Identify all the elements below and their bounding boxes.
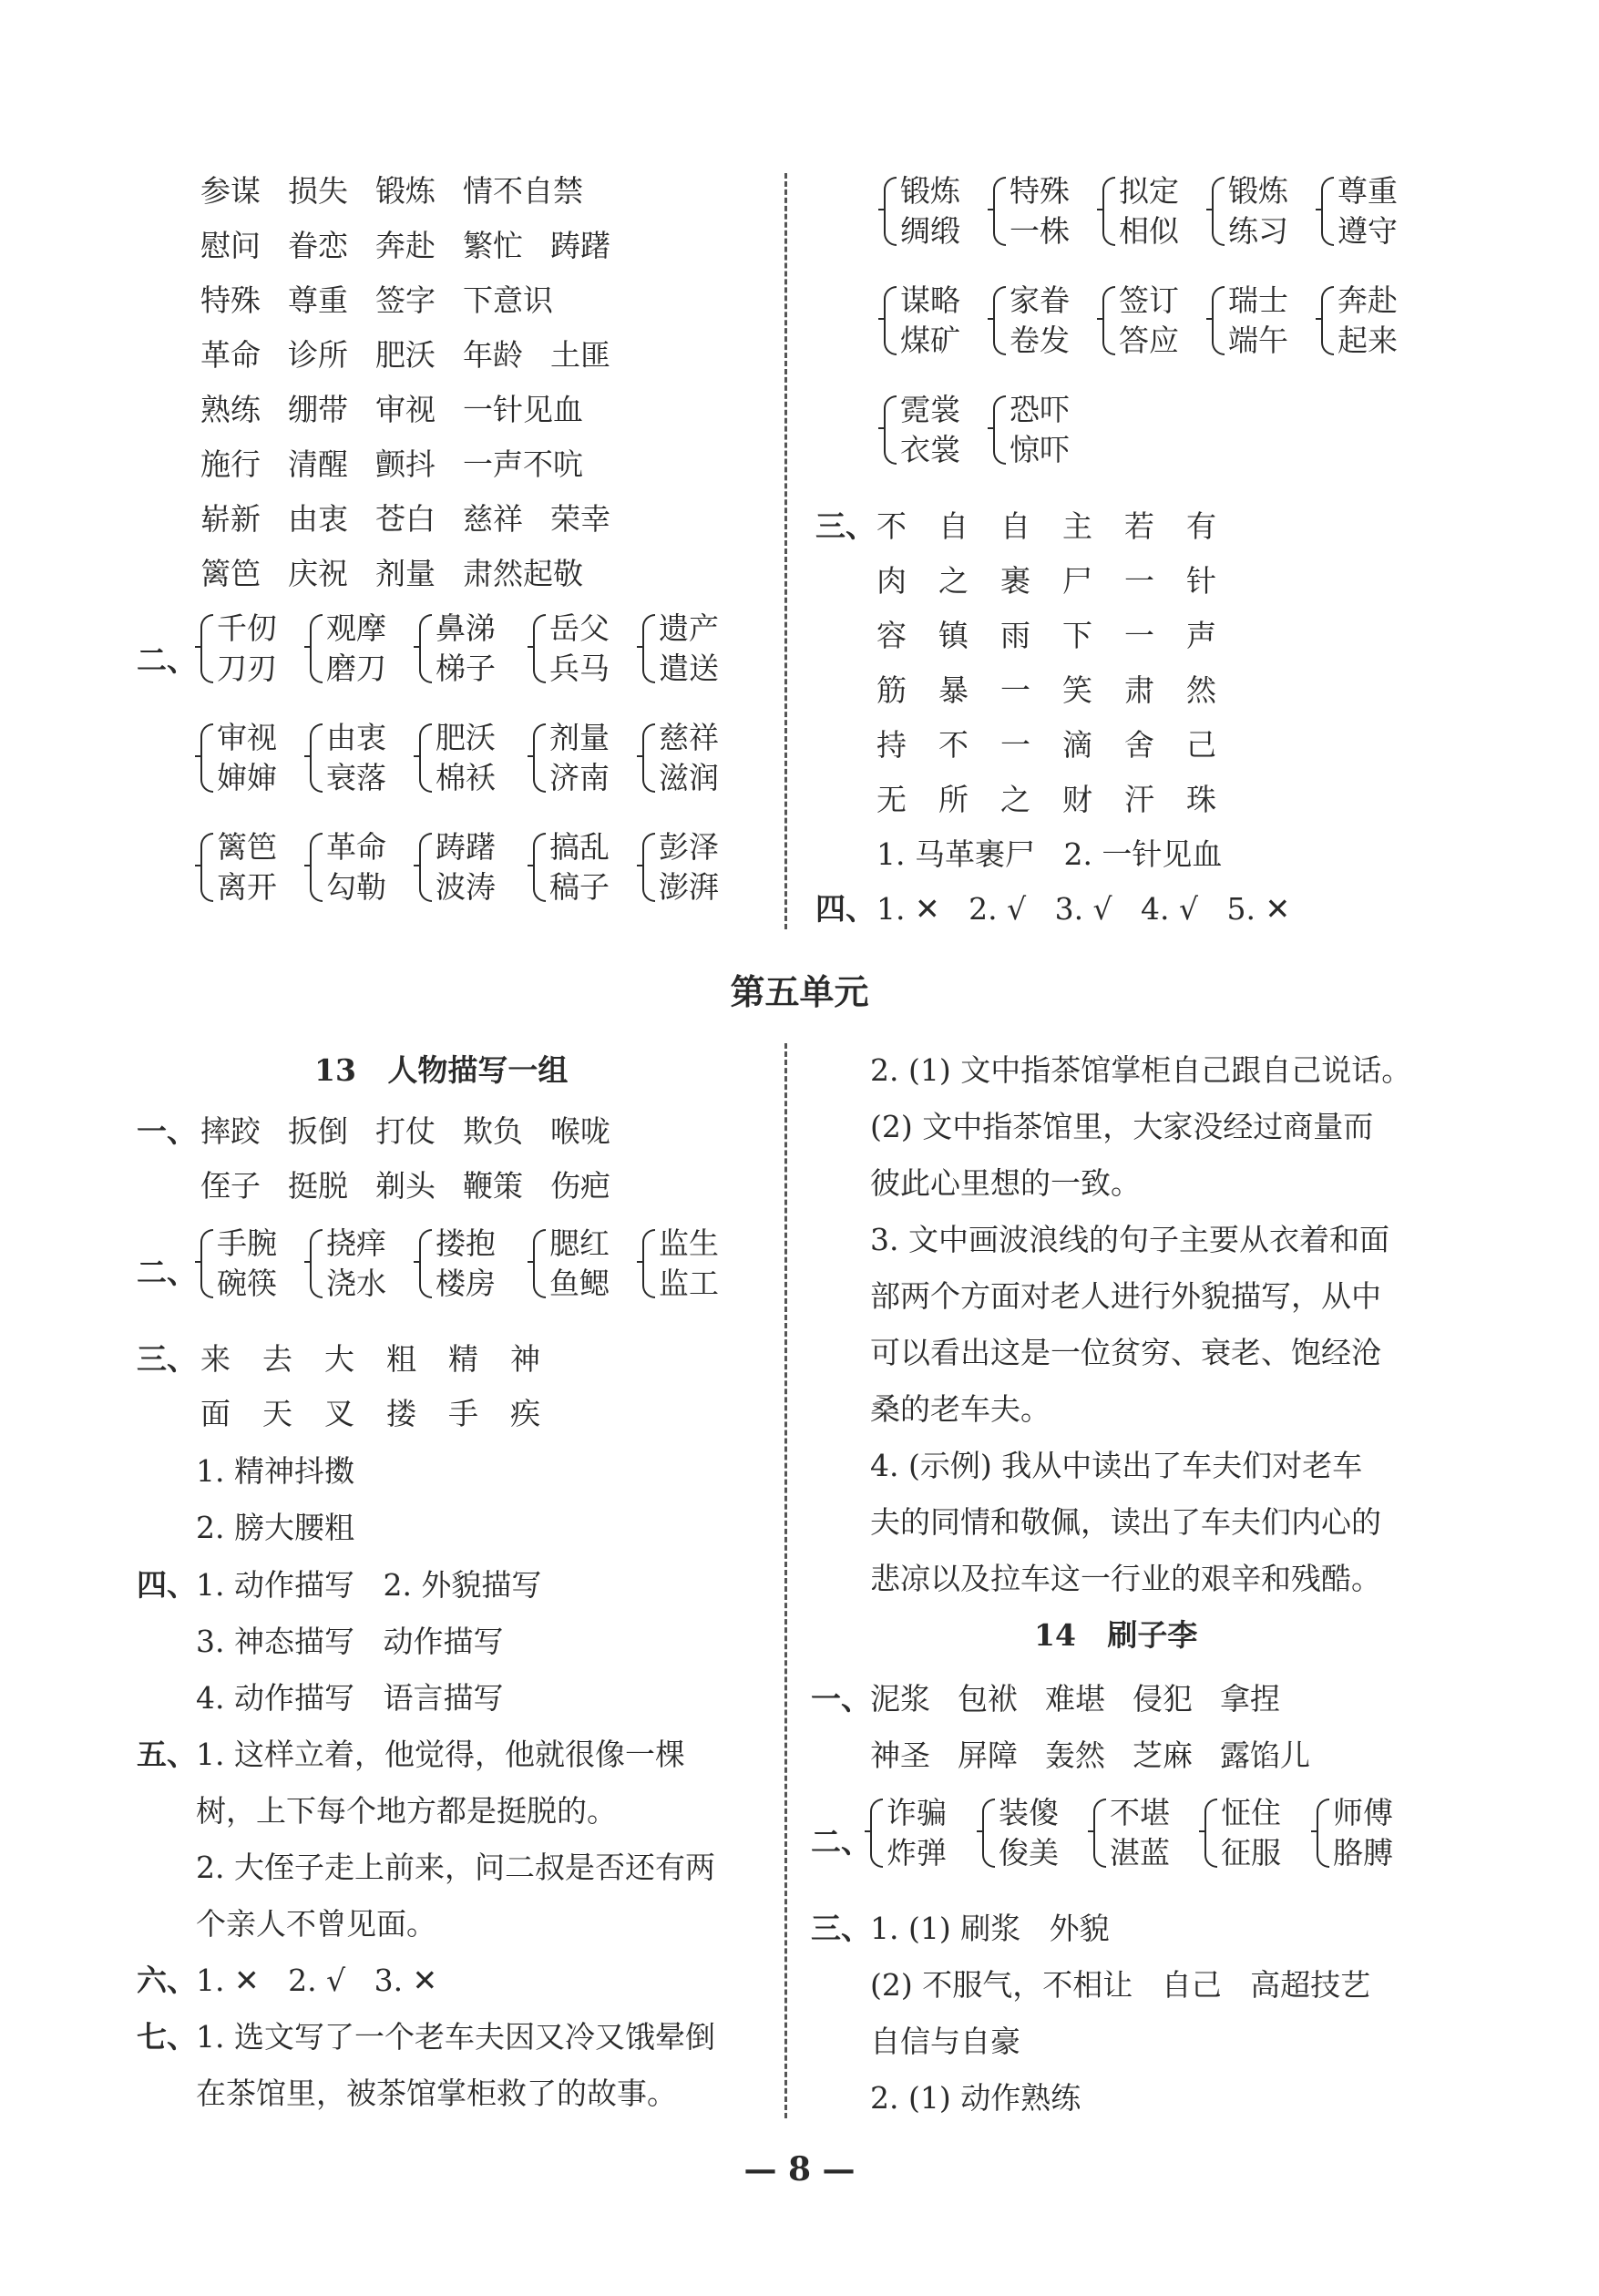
column-divider-top <box>784 173 787 929</box>
word-row: 施行 清醒 颤抖 一声不吭 <box>200 446 583 482</box>
answer-line: 3. 文中画波浪线的句子主要从衣着和面 <box>870 1222 1389 1257</box>
word-row: 革命 诊所 肥沃 年龄 土匪 <box>200 337 610 373</box>
section-label: 三、 <box>811 1911 871 1946</box>
answer-line: 夫的同情和敬佩，读出了车夫们内心的 <box>870 1504 1381 1540</box>
word-row: 崭新 由衷 苍白 慈祥 荣幸 <box>200 501 610 537</box>
answer-line: 2. (1) 动作熟练 <box>870 2080 1081 2116</box>
answer-line: 4. 动作描写 语言描写 <box>196 1680 504 1716</box>
word-row: 熟练 绷带 审视 一针见血 <box>200 392 583 427</box>
section-label: 一、 <box>811 1681 871 1717</box>
answer-line: 3. 神态描写 动作描写 <box>196 1624 504 1659</box>
answer-line: 在茶馆里，被茶馆掌柜救了的故事。 <box>196 2076 677 2111</box>
answer-line: 自信与自豪 <box>870 2024 1020 2059</box>
char-grid-row: 来 去 大 粗 精 神 <box>200 1341 540 1377</box>
lesson-13-heading: 13 人物描写一组 <box>314 1052 569 1088</box>
section-label: 三、 <box>815 508 876 544</box>
section-label: 五、 <box>137 1737 197 1772</box>
answer-line: 1. 这样立着，他觉得，他就很像一棵 <box>196 1737 685 1772</box>
section-label: 二、 <box>811 1824 871 1860</box>
answer-line: 4. (示例) 我从中读出了车夫们对老车 <box>870 1448 1363 1483</box>
answer-line: 1. (1) 刷浆 外貌 <box>870 1911 1110 1946</box>
answer-line: 部两个方面对老人进行外貌描写，从中 <box>870 1278 1381 1314</box>
word-row: 摔跤 扳倒 打仗 欺负 喉咙 <box>200 1113 610 1149</box>
word-row: 侄子 挺脱 剃头 鞭策 伤疤 <box>200 1168 610 1204</box>
char-grid-row: 无 所 之 财 汗 珠 <box>876 782 1216 817</box>
char-grid-row: 持 不 一 滴 舍 己 <box>876 727 1216 763</box>
section-label: 二、 <box>137 1255 197 1290</box>
section-label: 四、 <box>137 1567 197 1603</box>
char-grid-row: 肉 之 裹 尸 一 针 <box>876 563 1216 599</box>
char-grid-row: 筋 暴 一 笑 肃 然 <box>876 672 1216 708</box>
answer-line: 1. 精神抖擞 <box>196 1453 354 1489</box>
char-grid-row: 不 自 自 主 若 有 <box>876 508 1216 544</box>
char-grid-row: 面 天 叉 搂 手 疾 <box>200 1396 540 1431</box>
section-label: 六、 <box>137 1963 197 1998</box>
true-false-answers: 1. ✕ 2. √ 3. √ 4. √ 5. ✕ <box>876 891 1291 927</box>
word-row: 特殊 尊重 签字 下意识 <box>200 282 553 318</box>
answer-line: 1. 选文写了一个老车夫因又冷又饿晕倒 <box>196 2019 715 2055</box>
true-false-answers: 1. ✕ 2. √ 3. ✕ <box>196 1963 438 1998</box>
word-row: 神圣 屏障 轰然 芝麻 露馅儿 <box>870 1737 1310 1773</box>
answer-line: 树，上下每个地方都是挺脱的。 <box>196 1793 617 1829</box>
section-label: 三、 <box>137 1341 197 1377</box>
answer-line: 个亲人不曾见面。 <box>196 1906 436 1942</box>
answer-line: (2) 不服气，不相让 自己 高超技艺 <box>870 1967 1371 2003</box>
lesson-14-heading: 14 刷子李 <box>1034 1617 1198 1653</box>
answer-line: 桑的老车夫。 <box>870 1391 1051 1427</box>
column-divider-bottom <box>784 1043 787 2118</box>
section-label: 二、 <box>137 642 197 678</box>
char-grid-row: 容 镇 雨 下 一 声 <box>876 618 1216 653</box>
answer-line: 2. (1) 文中指茶馆掌柜自己跟自己说话。 <box>870 1052 1412 1088</box>
answer-line: 1. 马革裹尸 2. 一针见血 <box>876 836 1223 872</box>
word-row: 慰问 眷恋 奔赴 繁忙 踌躇 <box>200 228 610 263</box>
answer-line: 彼此心里想的一致。 <box>870 1165 1141 1201</box>
answer-line: 1. 动作描写 2. 外貌描写 <box>196 1567 542 1603</box>
answer-key-page: 参谋 损失 锻炼 情不自禁 慰问 眷恋 奔赴 繁忙 踌躇 特殊 尊重 签字 下意识 革命 诊所 肥沃 年龄 土匪 熟练 绷带 审视 一针见血 施行 清醒 颤抖 一声不吭 崭新 由衷 苍白 慈祥 荣幸 篱笆 庆祝 剂量 肃然起敬 二、 千仞 刀刃 观摩 磨刀 鼻涕 梯子 岳父 兵马 遗产 遣送 审视 婶婶 由衷 衰落 肥沃 棉袄 剂量 济南 慈祥 滋润 篱笆 离开 革命 勾勒 踌躇 波涛 搞乱 稿子 彭泽 澎湃 锻炼 绸缎 特殊 一株 拟定 相似 锻炼 练习 尊重 遵守 谋略 煤矿 家眷 卷发 签订 答应 瑞士 端午 奔赴 起来 霓裳 衣裳 恐吓 惊吓 三、 不 自 自 主 若 有 肉 之 裹 尸 一 针 容 镇 雨 下 一 声 筋 暴 一 笑 肃 然 持 不 一 滴 舍 己 无 所 之 财 汗 珠 1. 马革裹尸 2. 一针见血 四、 1. ✕ 2. √ 3. √ 4. √ 5. ✕ 第五单元 13 人物描写一组 一、 摔跤 扳倒 打仗 欺负 喉咙 侄子 挺脱 剃头 鞭策 伤疤 二、 手腕 碗筷 挠痒 浇水 搂抱 楼房 腮红 鱼鳃 监生 监工 三、 来 去 大 粗 精 神 面 天 叉 搂 手 疾 1. 精神抖擞 2. 膀大腰粗 四、 1. 动作描写 2. 外貌描写 3. 神态描写 动作描写 4. 动作描写 语言描写 五、 1. 这样立着，他觉得，他就很像一棵 树，上下每个地方都是挺脱的。 2. 大侄子走上前来，问二叔是否还有两 个亲人不曾见面。 六、 1. ✕ 2. √ 3. ✕ 七、 1. 选文写了一个老车夫因又冷又饿晕倒 在茶馆里，被茶馆掌柜救了的故事。 2. (1) 文中指茶馆掌柜自己跟自己说话。 (2) 文中指茶馆里，大家没经过商量而 彼此心里想的一致。 3. 文中画波浪线的句子主要从衣着和面 部两个方面对老人进行外貌描写，从中 可以看出这是一位贫穷、衰老、饱经沧 桑的老车夫。 4. (示例) 我从中读出了车夫们对老车 夫的同情和敬佩，读出了车夫们内心的 悲凉以及拉车这一行业的艰辛和残酷。 14 刷子李 一、 泥浆 包袱 难堪 侵犯 拿捏 神圣 屏障 轰然 芝麻 露馅儿 二、 诈骗 炸弹 装傻 俊美 不堪 湛蓝 怔住 征服 师傅 胳膊 三、 1. (1) 刷浆 外貌 (2) 不服气，不相让 自己 高超技艺 自信与自豪 2. (1) 动作熟练 — 8 — <box>0 0 1599 2296</box>
answer-line: 2. 大侄子走上前来，问二叔是否还有两 <box>196 1850 715 1885</box>
answer-line: (2) 文中指茶馆里，大家没经过商量而 <box>870 1109 1374 1144</box>
answer-line: 可以看出这是一位贫穷、衰老、饱经沧 <box>870 1335 1381 1370</box>
section-label: 一、 <box>137 1113 197 1149</box>
page-number: — 8 — <box>743 2150 856 2188</box>
unit-title: 第五单元 <box>730 971 869 1012</box>
section-label: 四、 <box>815 891 876 927</box>
answer-line: 2. 膀大腰粗 <box>196 1510 354 1545</box>
word-row: 泥浆 包袱 难堪 侵犯 拿捏 <box>870 1681 1280 1717</box>
answer-line: 悲凉以及拉车这一行业的艰辛和残酷。 <box>870 1561 1381 1596</box>
word-row: 篱笆 庆祝 剂量 肃然起敬 <box>200 556 583 591</box>
section-label: 七、 <box>137 2019 197 2055</box>
word-row: 参谋 损失 锻炼 情不自禁 <box>200 173 583 209</box>
